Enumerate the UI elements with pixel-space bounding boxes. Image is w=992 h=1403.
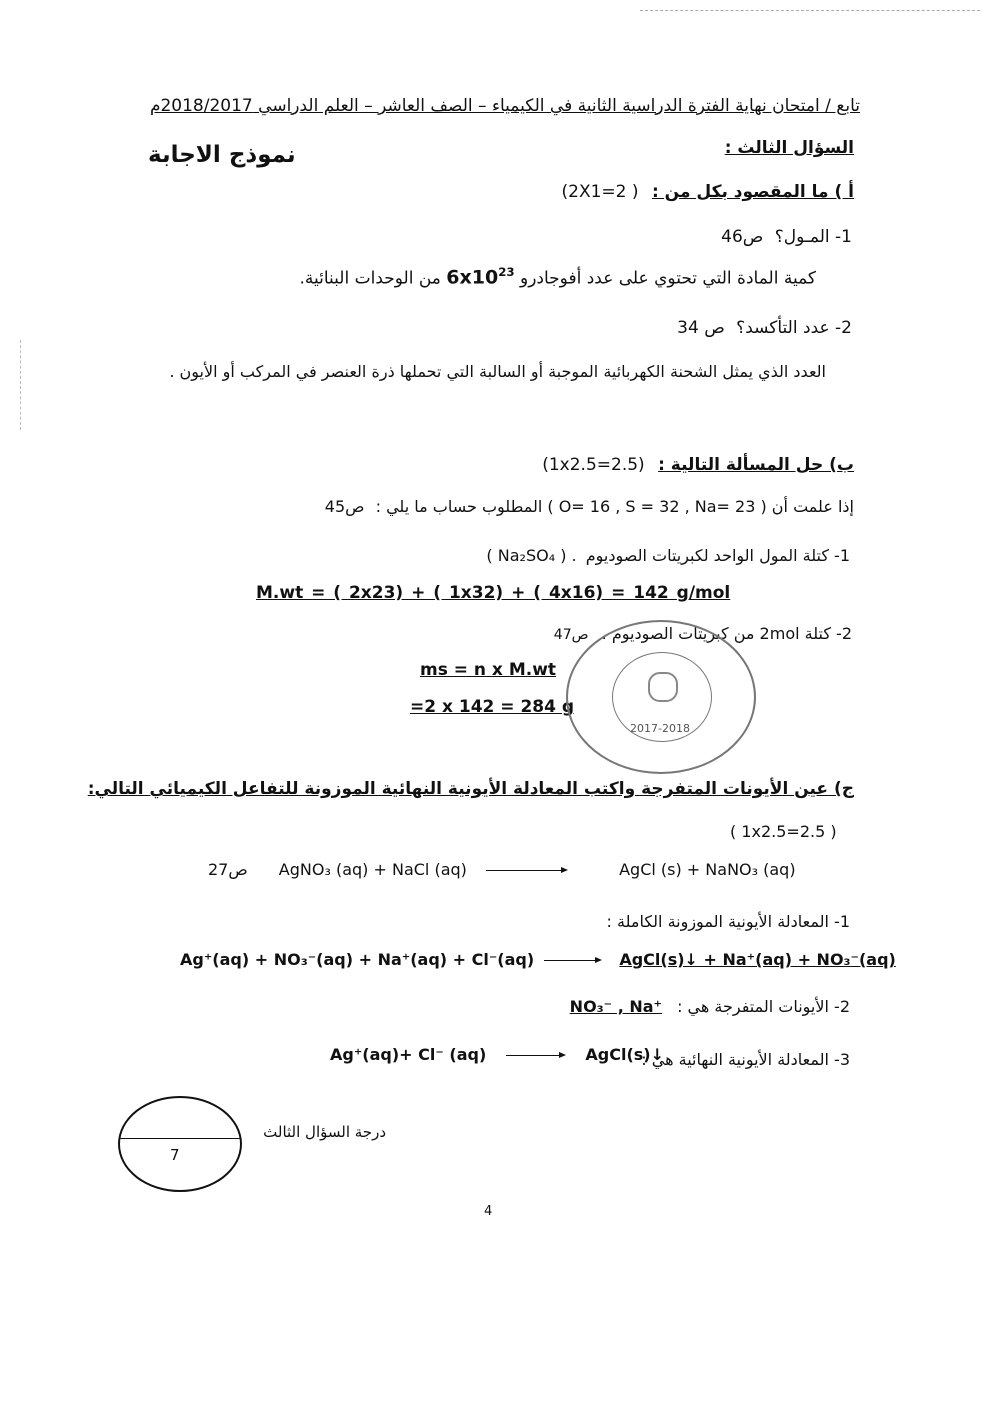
a2-title-text: 2- عدد التأكسد؟	[736, 318, 852, 338]
c3-arrow-icon	[506, 1055, 564, 1056]
b1-question-text: 1- كتلة المول الواحد لكبريتات الصوديوم	[585, 546, 850, 565]
c2-question-text: 2- الأيونات المتفرجة هي :	[677, 997, 850, 1016]
a2-title	[677, 318, 852, 338]
b2-eq2: =2 x 142 = 284 g	[410, 697, 575, 717]
question-title: السؤال الثالث :	[724, 138, 854, 158]
reaction-page: ص27	[208, 860, 248, 879]
a2-answer: العدد الذي يمثل الشحنة الكهربائية الموجبة أو السالبة التي تحملها ذرة العنصر في المركب أو الأيون .	[169, 362, 826, 381]
a1-answer	[299, 265, 816, 288]
grade-divider	[120, 1138, 240, 1139]
c3-question: 3- المعادلة الأيونية النهائية هي :	[641, 1050, 850, 1069]
c1-right: AgCl(s)↓ + Na⁺(aq) + NO₃⁻(aq)	[619, 950, 896, 969]
avogadro-number	[446, 265, 514, 288]
b2-eq1: ms = n x M.wt	[420, 660, 557, 680]
c1-question: 1- المعادلة الأيونية الموزونة الكاملة :	[606, 912, 850, 931]
b2-question-text: 2- كتلة 2mol من كبريتات الصوديوم .	[601, 624, 852, 643]
part-b-heading	[542, 455, 854, 475]
reaction-arrow-icon	[486, 870, 566, 871]
scan-mark	[20, 340, 21, 430]
b1-question	[486, 546, 850, 565]
grade-label: درجة السؤال الثالث	[263, 1123, 386, 1141]
part-c-heading: ج) عين الأيونات المتفرجة واكتب المعادلة الأيونية النهائية الموزونة للتفاعل الكيميائي التالي:	[87, 779, 854, 799]
avogadro-base: 6x10	[446, 266, 499, 289]
stamp-emblem-icon	[648, 672, 678, 702]
stamp-years: 2017-2018	[630, 722, 690, 735]
c1-arrow-icon	[544, 960, 600, 961]
reaction-right: AgCl (s) + NaNO₃ (aq)	[619, 860, 796, 879]
part-a-label: أ ) ما المقصود بكل من :	[651, 182, 854, 202]
scan-edge	[640, 10, 980, 11]
ministry-stamp	[566, 620, 756, 774]
b1-formula: ( Na₂SO₄ ) .	[486, 546, 577, 565]
a1-page: ص46	[721, 227, 764, 247]
a1-title-text: 1- المـول؟	[774, 227, 852, 247]
c2-question	[570, 997, 850, 1016]
a1-title	[721, 227, 852, 247]
avogadro-exp: 23	[498, 265, 515, 279]
b-given-text: إذا علمت أن ( O= 16 , S = 32 , Na= 23 ) المطلوب حساب ما يلي :	[375, 497, 854, 516]
b-given-page: ص45	[324, 497, 365, 516]
c1-answer	[180, 950, 896, 969]
c3-answer	[330, 1045, 664, 1064]
part-b-label: ب) حل المسألة التالية :	[658, 455, 854, 475]
grade-value: 7	[170, 1146, 180, 1164]
part-c-marks: ( 1x2.5=2.5 )	[730, 822, 837, 841]
part-a-heading	[562, 182, 854, 202]
part-a-marks: (2X1=2 )	[561, 182, 639, 202]
c1-left: Ag⁺(aq) + NO₃⁻(aq) + Na⁺(aq) + Cl⁻(aq)	[180, 950, 535, 969]
reaction	[208, 860, 796, 879]
b1-answer: M.wt = ( 2x23) + ( 1x32) + ( 4x16) = 142 g/mol	[256, 583, 731, 603]
page-number: 4	[484, 1204, 493, 1219]
grade-circle	[118, 1096, 242, 1192]
reaction-left: AgNO₃ (aq) + NaCl (aq)	[278, 860, 467, 879]
part-b-marks: (1x2.5=2.5)	[542, 455, 645, 475]
exam-header: تابع / امتحان نهاية الفترة الدراسية الثانية في الكيمياء – الصف العاشر – العلم الدراسي 2018/2017م	[149, 96, 860, 116]
c3-right: AgCl(s)↓	[585, 1045, 665, 1064]
a1-answer-pre: كمية المادة التي تحتوي على عدد أفوجادرو	[520, 268, 816, 289]
answer-model-title: نموذج الاجابة	[148, 142, 296, 168]
c2-answer: NO₃⁻ , Na⁺	[569, 997, 662, 1016]
c3-left: Ag⁺(aq)+ Cl⁻ (aq)	[330, 1045, 487, 1064]
b-given	[325, 497, 854, 516]
b2-page: ص47	[553, 627, 589, 643]
a1-answer-post: من الوحدات البنائية.	[299, 268, 441, 289]
a2-page: ص 34	[677, 318, 725, 338]
